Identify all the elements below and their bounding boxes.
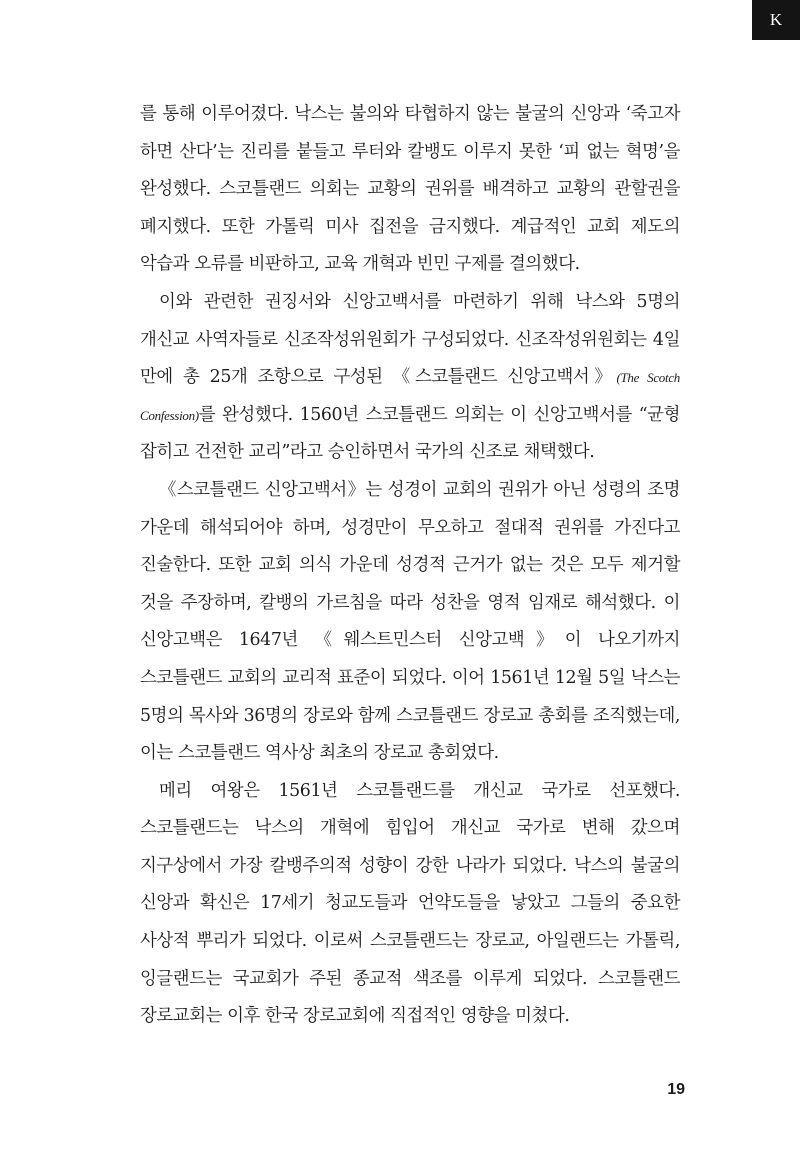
paragraph-1: 를 통해 이루어졌다. 낙스는 불의와 타협하지 않는 불굴의 신앙과 ‘죽고자 하면 산다’는 진리를 붙들고 루터와 칼뱅도 이루지 못한 ‘피 없는 혁명’을 완성했다. 스코틀랜드 의회는 교황의 권위를 배격하고 교황의 관할권을 폐지했다. 또한 가톨릭 미사 집전을 금지했다. 계급적인 교회 제도의 악습과 오류를 비판하고, 교육 개혁과 빈민 구제를 결의했다. bbox=[140, 104, 680, 275]
section-tab-letter: K bbox=[769, 10, 783, 29]
english-title: (The Scotch Confession) bbox=[140, 370, 680, 423]
paragraph-3: 《스코틀랜드 신앙고백서》는 성경이 교회의 권위가 아닌 성령의 조명 가운데 해석되어야 하며, 성경만이 무오하고 절대적 권위를 가진다고 진술한다. 또한 교회 의식 가운데 성경적 근거가 없는 것은 모두 제거할 것을 주장하며, 칼뱅의 가르침을 따라 성찬을 영적 임재로 해석했다. 이 신앙고백은 1647년 《웨스트민스터 신앙고백》이 나오기까지 스코틀랜드 교회의 교리적 표준이 되었다. 이어 1561년 12월 5일 낙스는 5명의 목사와 36명의 장로와 함께 스코틀랜드 장로교 총회를 조직했는데, 이는 스코틀랜드 역사상 최초의 장로교 총회였다. bbox=[140, 479, 680, 764]
body-text bbox=[140, 96, 680, 1036]
paragraph-2-text-start: 이와 관련한 권징서와 신앙고백서를 마련하기 위해 낙스와 5명의 개신교 사역자들로 신조작성위원회가 구성되었다. 신조작성위원회는 4일 만에 총 25개 조항으로 구성된 《스코틀랜드 신앙고백서》 bbox=[140, 291, 680, 388]
section-tab-marker bbox=[752, 0, 800, 40]
page-number: 19 bbox=[667, 1081, 685, 1098]
paragraph-2-text-end: 를 완성했다. 1560년 스코틀랜드 의회는 이 신앙고백서를 “균형 잡히고 건전한 교리”라고 승인하면서 국가의 신조로 채택했다. bbox=[140, 404, 680, 463]
paragraph-4: 메리 여왕은 1561년 스코틀랜드를 개신교 국가로 선포했다. 스코틀랜드는 낙스의 개혁에 힘입어 개신교 국가로 변해 갔으며 지구상에서 가장 칼뱅주의적 성향이 강한 나라가 되었다. 낙스의 불굴의 신앙과 확신은 17세기 청교도들과 언약도들을 낳았고 그들의 중요한 사상적 뿌리가 되었다. 이로써 스코틀랜드는 장로교, 아일랜드는 가톨릭, 잉글랜드는 국교회가 주된 종교적 색조를 이루게 되었다. 스코틀랜드 장로교회는 이후 한국 장로교회에 직접적인 영향을 미쳤다. bbox=[140, 780, 680, 1027]
paragraph-2 bbox=[140, 284, 680, 472]
